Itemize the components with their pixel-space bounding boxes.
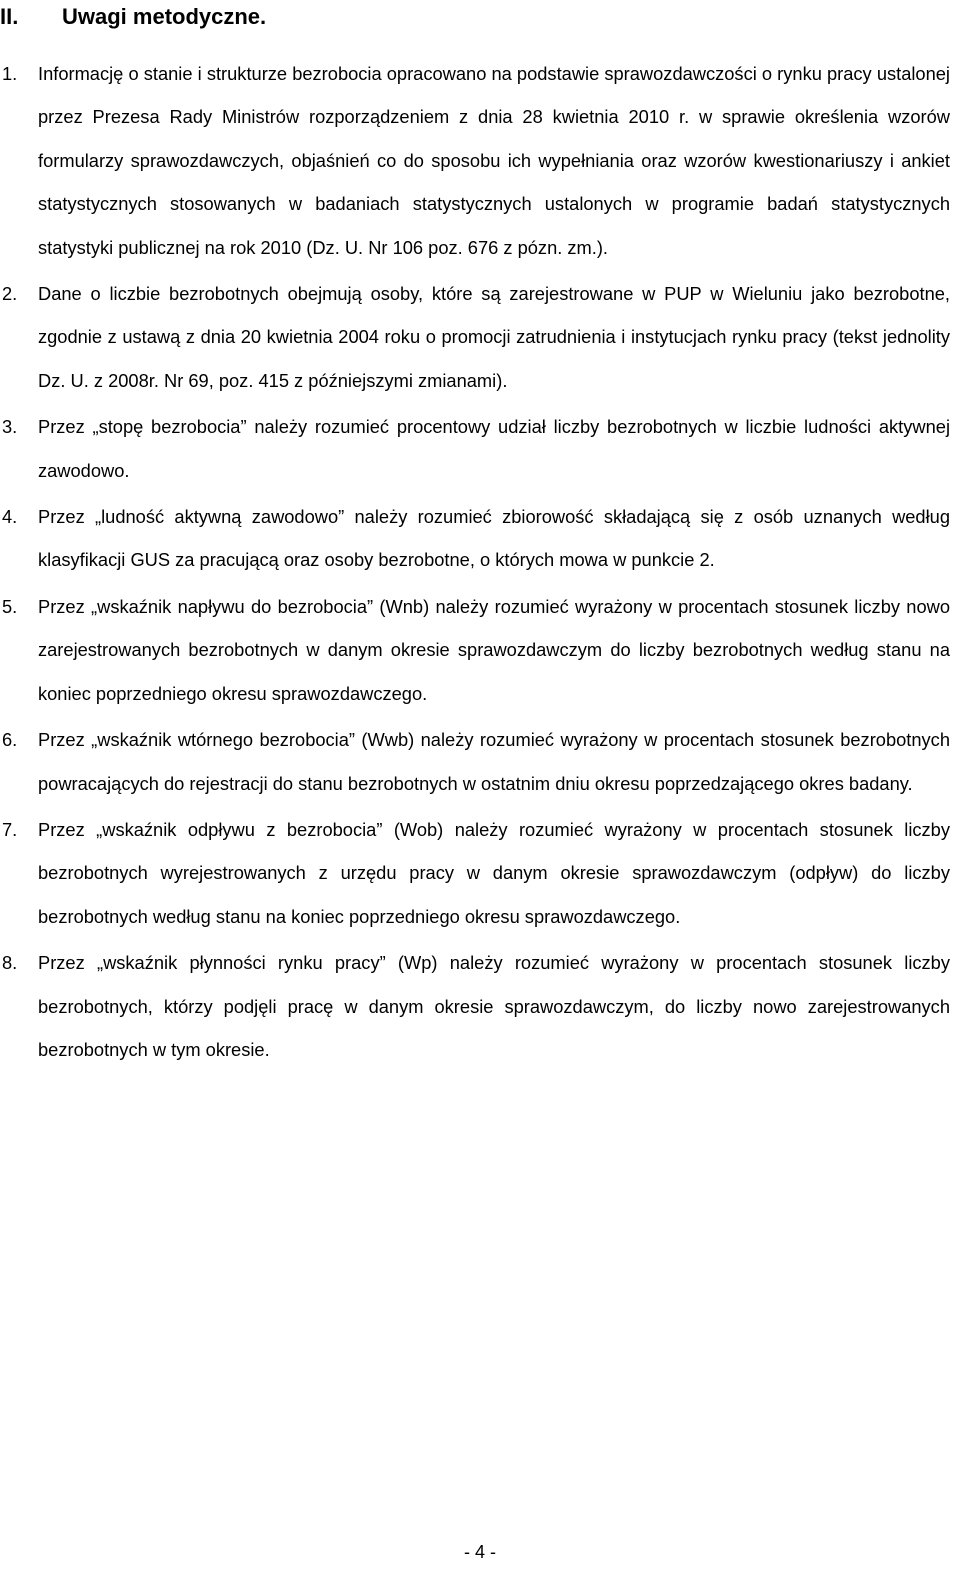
item-text: Przez „wskaźnik płynności rynku pracy” (Wp) należy rozumieć wyrażony w procentach stosunek liczby bezrobotnych, którzy podjęli pracę w danym okresie sprawozdawczym, do liczby nowo zarejestrowanych bezrobotnych w tym okresie.	[38, 952, 950, 1060]
item-text: Informację o stanie i strukturze bezrobocia opracowano na podstawie sprawozdawczości o rynku pracy ustalonej przez Prezesa Rady Ministrów rozporządzeniem z dnia 28 kwietnia 2010 r. w sprawie określenia wzorów formularzy sprawozdawczych, objaśnień co do sposobu ich wypełniania oraz wzorów kwestionariuszy i ankiet statystycznych stosowanych w badaniach statystycznych ustalonych w programie badań statystycznych statystyki publicznej na rok 2010 (Dz. U. Nr 106 poz. 676 z pózn. zm.).	[38, 63, 950, 258]
item-text: Przez „wskaźnik odpływu z bezrobocia” (Wob) należy rozumieć wyrażony w procentach stosunek liczby bezrobotnych wyrejestrowanych z urzędu pracy w danym okresie sprawozdawczym (odpływ) do liczby bezrobotnych według stanu na koniec poprzedniego okresu sprawozdawczego.	[38, 818, 950, 927]
page-number: - 4 -	[463, 1542, 496, 1562]
item-text: Przez „ludność aktywną zawodowo” należy rozumieć zbiorowość składającą się z osób uznanych według klasyfikacji GUS za pracującą oraz osoby bezrobotne, o których mowa w punkcie 2.	[38, 506, 950, 571]
item-text: Dane o liczbie bezrobotnych obejmują osoby, które są zarejestrowane w PUP w Wieluniu jako bezrobotne, zgodnie z ustawą z dnia 20 kwietnia 2004 roku o promocji zatrudnienia i instytucjach rynku pracy (tekst jednolity Dz. U. z 2008r. Nr 69, poz. 415 z późniejszymi zmianami).	[38, 283, 950, 391]
list-item	[0, 272, 950, 402]
list-item	[0, 718, 950, 805]
item-number: 5.	[2, 595, 18, 617]
item-number: 6.	[2, 729, 18, 751]
item-text: Przez „wskaźnik napływu do bezrobocia” (Wnb) należy rozumieć wyrażony w procentach stosunek liczby nowo zarejestrowanych bezrobotnych w danym okresie sprawozdawczym do liczby bezrobotnych według stanu na koniec poprzedniego okresu sprawozdawczego.	[38, 595, 950, 704]
item-number: 2.	[2, 283, 18, 305]
item-number: 1.	[2, 63, 18, 84]
item-number: 7.	[2, 818, 18, 840]
list-item	[0, 941, 950, 1071]
item-number: 3.	[2, 416, 18, 438]
item-text: Przez „wskaźnik wtórnego bezrobocia” (Wwb) należy rozumieć wyrażony w procentach stosunek bezrobotnych powracających do rejestracji do stanu bezrobotnych w ostatnim dniu okresu poprzedzającego okres badany.	[38, 729, 950, 794]
list-item	[0, 808, 950, 938]
section-number: II.	[0, 4, 19, 29]
section-title: Uwagi metodyczne.	[62, 4, 267, 29]
methodology-list	[0, 52, 950, 1074]
item-number: 4.	[2, 506, 18, 528]
list-item	[0, 585, 950, 715]
list-item	[0, 405, 950, 492]
section-heading	[0, 2, 266, 32]
list-item	[0, 52, 950, 269]
list-item	[0, 495, 950, 582]
item-text: Przez „stopę bezrobocia” należy rozumieć procentowy udział liczby bezrobotnych w liczbie ludności aktywnej zawodowo.	[38, 416, 950, 481]
item-number: 8.	[2, 952, 18, 974]
